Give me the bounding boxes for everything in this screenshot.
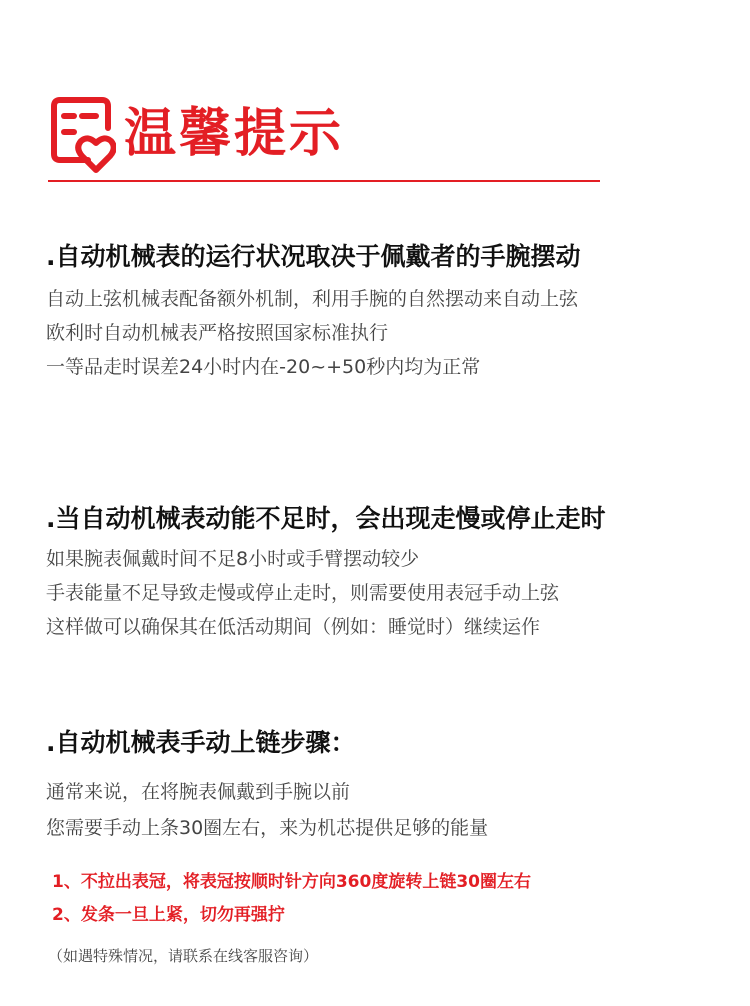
section-text: 您需要手动上条30圈左右，来为机芯提供足够的能量 [46, 817, 489, 839]
document-heart-icon [48, 94, 116, 174]
section-text: 通常来说，在将腕表佩戴到手腕以前 [46, 781, 351, 803]
section-text: 手表能量不足导致走慢或停止走时，则需要使用表冠手动上弦 [46, 582, 560, 604]
section-text: 欧利时自动机械表严格按照国家标准执行 [46, 322, 389, 344]
step-item: 1、不拉出表冠，将表冠按顺时针方向360度旋转上链30圈左右 [52, 872, 531, 892]
section-title: .自动机械表的运行状况取决于佩戴者的手腕摆动 [46, 242, 581, 271]
section-title: .当自动机械表动能不足时，会出现走慢或停止走时 [46, 504, 606, 533]
section-text: 一等品走时误差24小时内在-20~+50秒内均为正常 [46, 356, 481, 378]
winding-steps [52, 866, 531, 932]
section-winding-mechanism [46, 240, 726, 384]
section-low-power [46, 502, 726, 644]
section-text: 如果腕表佩戴时间不足8小时或手臂摆动较少 [46, 548, 420, 570]
section-text: 这样做可以确保其在低活动期间（例如：睡觉时）继续运作 [46, 616, 541, 638]
footnote: （如遇特殊情况，请联系在线客服咨询） [48, 947, 319, 965]
page-header [48, 94, 344, 174]
header-divider [48, 180, 600, 182]
section-text: 自动上弦机械表配备额外机制，利用手腕的自然摆动来自动上弦 [46, 288, 579, 310]
step-item: 2、发条一旦上紧，切勿再强拧 [52, 905, 285, 925]
section-manual-winding [46, 726, 726, 846]
page-title: 温馨提示 [124, 104, 345, 164]
section-title: .自动机械表手动上链步骤： [46, 728, 356, 757]
